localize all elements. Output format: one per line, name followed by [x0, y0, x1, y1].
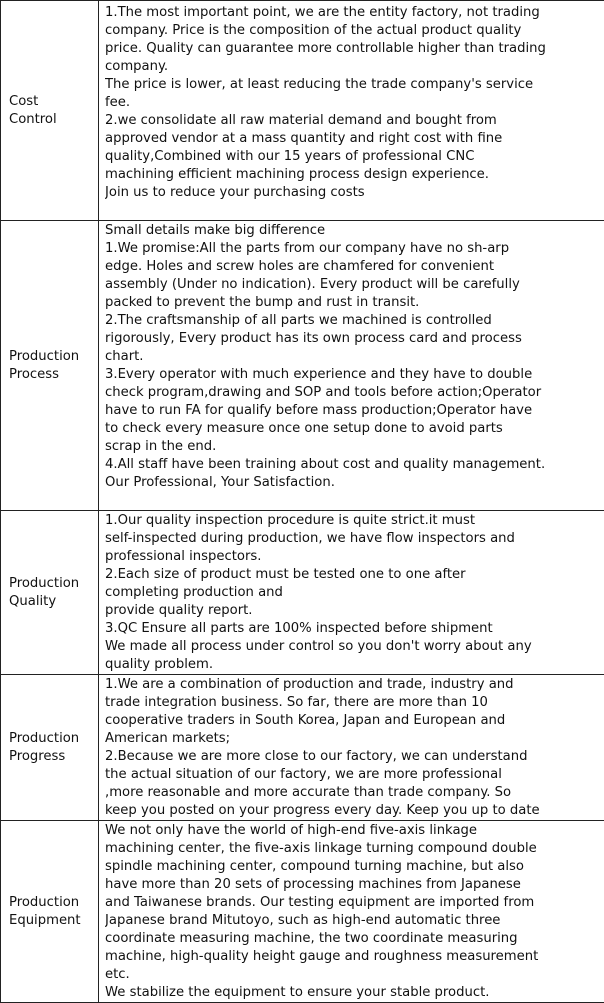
content-line: quality,Combined with our 15 years of professional CNC: [105, 148, 602, 166]
content-line: professional inspectors.: [105, 548, 602, 566]
row-label: [1, 221, 99, 511]
content-line: 3.QC Ensure all parts are 100% inspected before shipment: [105, 620, 602, 638]
content-line: cooperative traders in South Korea, Japan and European and: [105, 712, 602, 730]
table-row-production-quality: [1, 511, 604, 675]
content-line: assembly (Under no indication). Every product will be carefully: [105, 276, 602, 294]
content-line: coordinate measuring machine, the two coordinate measuring: [105, 930, 602, 948]
table-body: [1, 1, 604, 1003]
row-label-line: Cost: [9, 93, 94, 111]
content-line: machine, high-quality height gauge and roughness measurement: [105, 948, 602, 966]
row-content: [99, 511, 604, 675]
content-line: to check every measure once one setup done to avoid parts: [105, 420, 602, 438]
content-line: The price is lower, at least reducing the trade company's service: [105, 76, 602, 94]
content-line: We not only have the world of high-end five-axis linkage: [105, 822, 602, 840]
row-content: [99, 221, 604, 511]
content-line: edge. Holes and screw holes are chamfered for convenient: [105, 258, 602, 276]
content-line: rigorously, Every product has its own process card and process: [105, 330, 602, 348]
content-line: keep you posted on your progress every day. Keep you up to date: [105, 802, 602, 820]
table-row-cost-control: [1, 1, 604, 221]
content-line: price. Quality can guarantee more controllable higher than trading: [105, 40, 602, 58]
row-label-line: Quality: [9, 593, 94, 611]
content-line: 2.The craftsmanship of all parts we machined is controlled: [105, 312, 602, 330]
content-line: etc.: [105, 966, 602, 984]
content-line: American markets;: [105, 730, 602, 748]
row-label-line: Process: [9, 366, 94, 384]
content-line: company.: [105, 58, 602, 76]
content-line: 2.Because we are more close to our factory, we can understand: [105, 748, 602, 766]
content-line: the actual situation of our factory, we are more professional: [105, 766, 602, 784]
row-content: [99, 821, 604, 1003]
content-line: 4.All staff have been training about cost and quality management.: [105, 456, 602, 474]
row-label-line: Progress: [9, 748, 94, 766]
row-label: [1, 821, 99, 1003]
table-row-production-process: [1, 221, 604, 511]
content-line: quality problem.: [105, 656, 602, 674]
row-label: [1, 675, 99, 821]
row-label-line: Production: [9, 348, 94, 366]
row-label-line: Production: [9, 894, 94, 912]
content-line: machining center, the five-axis linkage turning compound double: [105, 840, 602, 858]
content-line: self-inspected during production, we have flow inspectors and: [105, 530, 602, 548]
row-content: [99, 1, 604, 221]
table-row-production-equipment: [1, 821, 604, 1003]
content-line: have to run FA for qualify before mass production;Operator have: [105, 402, 602, 420]
row-label-line: Production: [9, 730, 94, 748]
content-line: 1.We promise:All the parts from our company have no sh-arp: [105, 240, 602, 258]
content-line: completing production and: [105, 584, 602, 602]
content-line: 1.We are a combination of production and trade, industry and: [105, 676, 602, 694]
content-line: approved vendor at a mass quantity and right cost with fine: [105, 130, 602, 148]
table-row-production-progress: [1, 675, 604, 821]
content-line: Join us to reduce your purchasing costs: [105, 184, 602, 202]
content-line: chart.: [105, 348, 602, 366]
content-line: spindle machining center, compound turning machine, but also: [105, 858, 602, 876]
content-line: Japanese brand Mitutoyo, such as high-end automatic three: [105, 912, 602, 930]
content-line: trade integration business. So far, there are more than 10: [105, 694, 602, 712]
row-label-line: Control: [9, 111, 94, 129]
row-label: [1, 511, 99, 675]
content-line: have more than 20 sets of processing machines from Japanese: [105, 876, 602, 894]
row-label: [1, 1, 99, 221]
content-line: check program,drawing and SOP and tools before action;Operator: [105, 384, 602, 402]
content-line: We made all process under control so you don't worry about any: [105, 638, 602, 656]
content-line: scrap in the end.: [105, 438, 602, 456]
content-line: provide quality report.: [105, 602, 602, 620]
content-line: 2.Each size of product must be tested one to one after: [105, 566, 602, 584]
content-line: packed to prevent the bump and rust in transit.: [105, 294, 602, 312]
content-line: Small details make big difference: [105, 222, 602, 240]
content-line: and Taiwanese brands. Our testing equipment are imported from: [105, 894, 602, 912]
row-label-line: Production: [9, 575, 94, 593]
content-line: 2.we consolidate all raw material demand and bought from: [105, 112, 602, 130]
content-line: We stabilize the equipment to ensure your stable product.: [105, 984, 602, 1002]
content-line: company. Price is the composition of the actual product quality: [105, 22, 602, 40]
content-line: Our Professional, Your Satisfaction.: [105, 474, 602, 492]
row-content: [99, 675, 604, 821]
content-line: 1.The most important point, we are the entity factory, not trading: [105, 4, 602, 22]
content-line: machining efficient machining process design experience.: [105, 166, 602, 184]
content-line: ,more reasonable and more accurate than trade company. So: [105, 784, 602, 802]
content-line: fee.: [105, 94, 602, 112]
content-line: 1.Our quality inspection procedure is quite strict.it must: [105, 512, 602, 530]
row-label-line: Equipment: [9, 912, 94, 930]
content-line: 3.Every operator with much experience and they have to double: [105, 366, 602, 384]
